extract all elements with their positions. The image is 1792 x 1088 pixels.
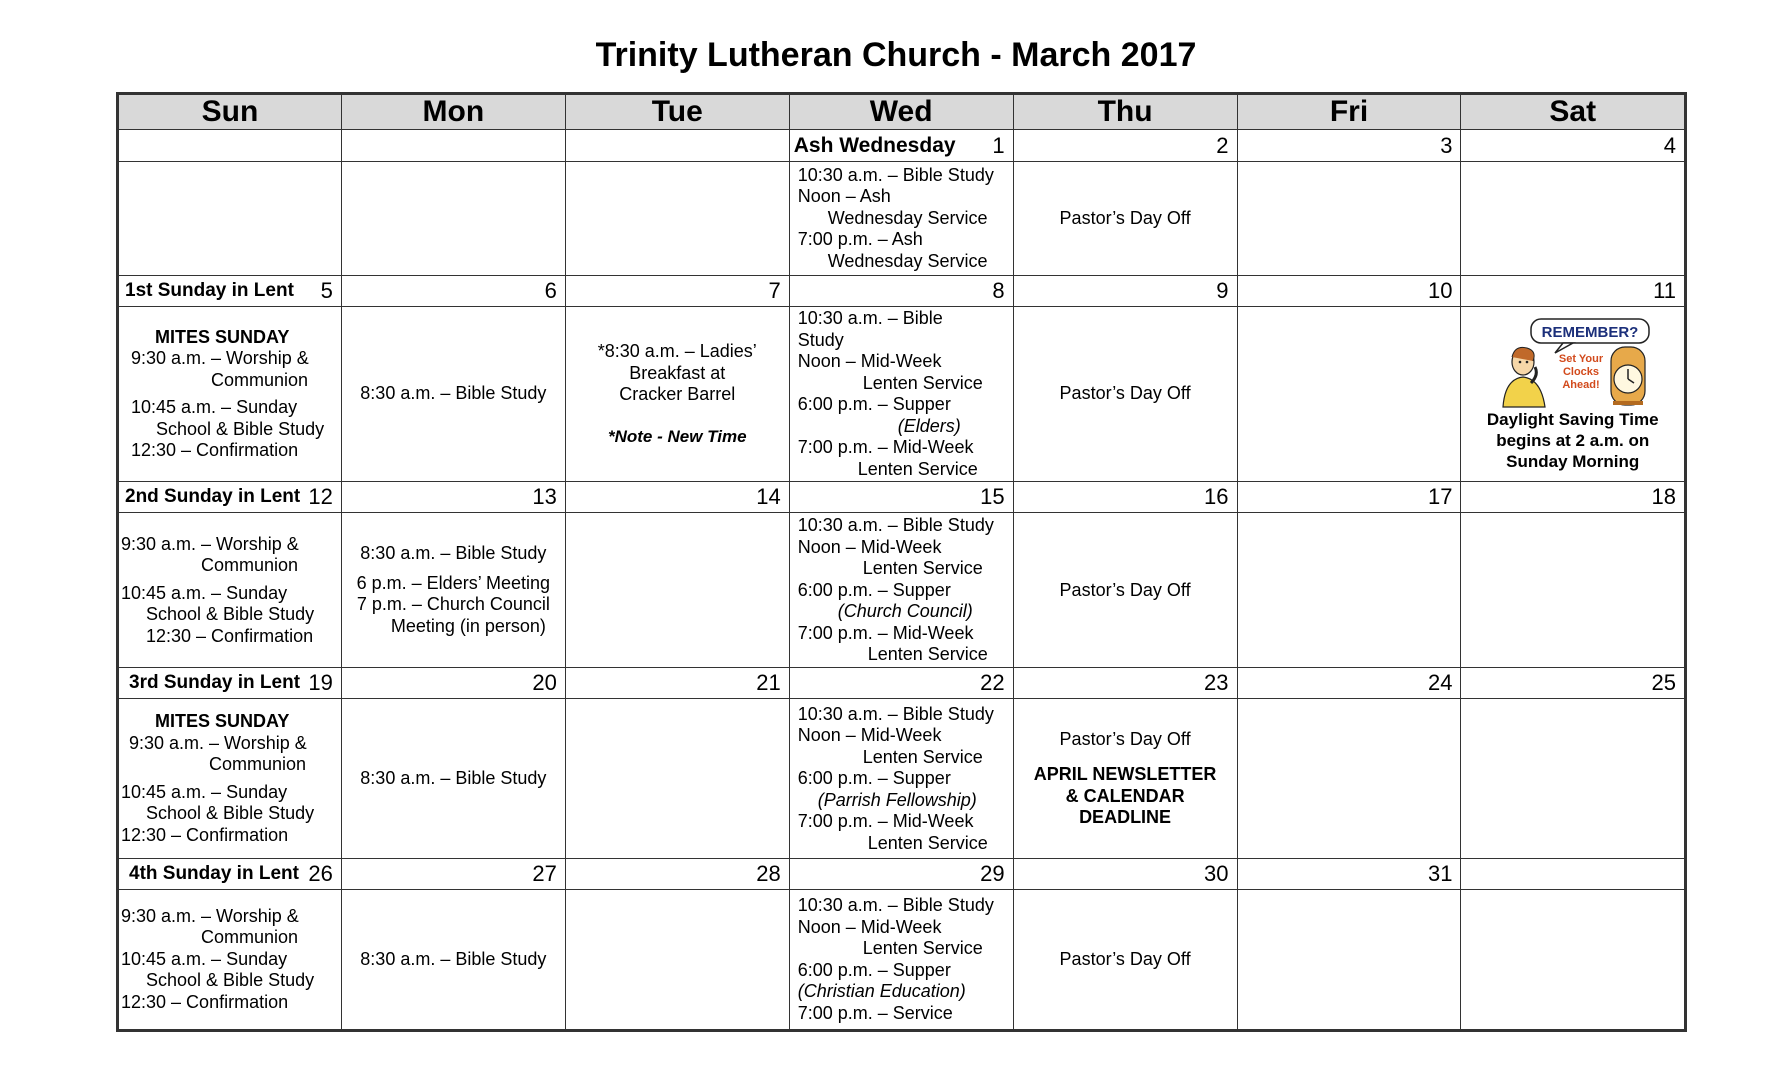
date-cell xyxy=(789,275,1013,306)
events-cell xyxy=(1237,513,1461,668)
events-cell xyxy=(565,161,789,275)
weekday-header: Sun xyxy=(118,94,342,130)
date-cell xyxy=(1461,275,1686,306)
weekday-header: Sat xyxy=(1461,94,1686,130)
day-label: 1st Sunday in Lent xyxy=(125,280,294,302)
day-label: 2nd Sunday in Lent xyxy=(125,486,301,508)
event-line: Noon – Mid-Week xyxy=(797,725,942,745)
events-cell xyxy=(118,161,342,275)
events-cell xyxy=(341,699,565,859)
day-number: 10 xyxy=(1427,278,1453,304)
day-number: 15 xyxy=(980,484,1005,510)
events-cell xyxy=(118,699,342,859)
events-cell xyxy=(789,699,1013,859)
event-line: 10:30 a.m. – Bible Study xyxy=(797,895,994,916)
event-line: 10:30 a.m. – Bible Study xyxy=(797,515,994,535)
event-line: Lenten Service xyxy=(797,644,988,664)
events-cell xyxy=(565,699,789,859)
events-cell xyxy=(789,513,1013,668)
event-line: Wednesday Service xyxy=(797,250,988,271)
day-number: 2 xyxy=(1216,132,1229,158)
events-cell xyxy=(789,890,1013,1031)
event-line: 9:30 a.m. – Worship & xyxy=(129,732,307,753)
date-cell xyxy=(565,859,789,890)
day-number: 9 xyxy=(1216,278,1229,304)
event-line: Lenten Service xyxy=(797,938,983,959)
day-number: 16 xyxy=(1204,484,1229,510)
events-cell xyxy=(1237,161,1461,275)
date-cell xyxy=(118,668,342,699)
events-cell xyxy=(565,513,789,668)
date-row xyxy=(118,859,1686,890)
event-line: Noon – Mid-Week xyxy=(797,916,942,937)
event-line: 6:00 p.m. – Supper xyxy=(797,394,951,415)
day-number: 23 xyxy=(1204,670,1229,696)
event-line: 10:45 a.m. – Sunday xyxy=(121,781,288,802)
event-line: Communion xyxy=(129,754,307,775)
event-line: Pastor’s Day Off xyxy=(1059,728,1191,749)
event-line: 10:45 a.m. – Sunday xyxy=(121,948,288,969)
event-line: Lenten Service xyxy=(797,558,983,578)
weekday-header: Tue xyxy=(565,94,789,130)
day-number: 12 xyxy=(308,484,333,510)
day-number: 18 xyxy=(1651,484,1676,510)
svg-text:Clocks: Clocks xyxy=(1562,365,1599,378)
date-cell xyxy=(341,668,565,699)
date-cell xyxy=(1013,275,1237,306)
mites-sunday-heading: MITES SUNDAY xyxy=(155,326,290,347)
day-number: 24 xyxy=(1427,670,1453,696)
events-cell xyxy=(565,890,789,1031)
date-row xyxy=(118,130,1686,161)
dst-line: begins at 2 a.m. on xyxy=(1496,430,1650,450)
events-cell xyxy=(1461,307,1686,482)
event-line: School & Bible Study xyxy=(121,970,315,991)
day-number: 11 xyxy=(1653,278,1676,304)
date-cell xyxy=(1013,482,1237,513)
calendar-grid xyxy=(116,92,1687,1032)
event-line: 12:30 – Confirmation xyxy=(121,625,314,646)
day-label: 3rd Sunday in Lent xyxy=(129,672,301,694)
day-label: Ash Wednesday xyxy=(793,133,956,157)
date-cell xyxy=(341,859,565,890)
deadline-line: APRIL NEWSLETTER xyxy=(1033,764,1217,785)
weekday-header: Fri xyxy=(1237,94,1461,130)
events-cell xyxy=(1013,513,1237,668)
events-cell xyxy=(565,307,789,482)
date-cell xyxy=(118,130,342,161)
event-line: 10:45 a.m. – Sunday xyxy=(131,397,298,418)
event-line: 10:30 a.m. – Bible Study xyxy=(797,164,994,185)
event-line: Study xyxy=(797,329,844,350)
remember-clipart xyxy=(1461,317,1684,409)
events-cell xyxy=(1461,161,1686,275)
event-line: Lenten Service xyxy=(797,832,988,853)
event-line: 8:30 a.m. – Bible Study xyxy=(360,768,547,788)
set-your-text: Set Your xyxy=(1558,352,1603,365)
day-number: 20 xyxy=(532,670,557,696)
event-line: 6:00 p.m. – Supper xyxy=(797,959,951,980)
event-line: Communion xyxy=(121,927,299,948)
events-cell xyxy=(789,161,1013,275)
date-cell xyxy=(1461,859,1686,890)
event-line: 8:30 a.m. – Bible Study xyxy=(360,948,547,969)
event-line: (Elders) xyxy=(797,415,961,436)
day-number: 30 xyxy=(1204,861,1229,887)
date-cell xyxy=(1013,859,1237,890)
day-number: 19 xyxy=(308,670,333,696)
event-line: (Christian Education) xyxy=(797,981,966,1002)
event-line: 6 p.m. – Elders’ Meeting xyxy=(356,572,551,593)
date-row xyxy=(118,482,1686,513)
event-line: Cracker Barrel xyxy=(619,384,736,405)
svg-text:Ahead!: Ahead! xyxy=(1562,378,1600,391)
event-line: Noon – Mid-Week xyxy=(797,536,942,557)
event-line: 7 p.m. – Church Council xyxy=(356,594,550,615)
event-line: 6:00 p.m. – Supper xyxy=(797,579,951,600)
date-cell xyxy=(118,482,342,513)
day-number: 28 xyxy=(756,861,781,887)
remember-text: REMEMBER? xyxy=(1541,323,1639,341)
date-cell xyxy=(565,275,789,306)
event-line: 7:00 p.m. – Ash xyxy=(797,229,923,250)
event-line: 9:30 a.m. – Worship & xyxy=(131,348,309,369)
event-line: School & Bible Study xyxy=(121,604,315,624)
event-line: 8:30 a.m. – Bible Study xyxy=(360,383,547,404)
date-cell xyxy=(565,482,789,513)
events-cell xyxy=(118,890,342,1031)
events-cell xyxy=(1013,890,1237,1031)
event-line: Communion xyxy=(131,369,309,390)
event-line: 9:30 a.m. – Worship & xyxy=(121,905,299,926)
events-cell xyxy=(118,513,342,668)
event-line: 7:00 p.m. – Service xyxy=(797,1002,953,1023)
events-cell xyxy=(1013,161,1237,275)
date-cell xyxy=(789,482,1013,513)
day-number: 13 xyxy=(532,484,557,510)
date-cell xyxy=(1237,859,1461,890)
day-number: 25 xyxy=(1651,670,1676,696)
event-line: (Church Council) xyxy=(797,601,973,621)
day-number: 27 xyxy=(532,861,557,887)
day-number: 29 xyxy=(980,861,1005,887)
clock-reminder-illustration xyxy=(1493,317,1653,409)
deadline-line: & CALENDAR xyxy=(1065,785,1185,806)
event-line: Lenten Service xyxy=(797,372,983,393)
event-line: 12:30 – Confirmation xyxy=(131,440,299,461)
events-cell xyxy=(1237,890,1461,1031)
event-line: School & Bible Study xyxy=(131,418,325,439)
date-cell xyxy=(1237,130,1461,161)
event-line: Lenten Service xyxy=(797,458,978,479)
calendar-title: Trinity Lutheran Church - March 2017 xyxy=(595,36,1197,74)
day-number: 5 xyxy=(320,278,333,304)
events-row xyxy=(118,307,1686,482)
events-cell xyxy=(1461,699,1686,859)
event-line: Meeting (in person) xyxy=(360,615,546,636)
events-cell xyxy=(789,307,1013,482)
day-number: 31 xyxy=(1427,861,1453,887)
date-cell xyxy=(341,482,565,513)
weekday-header-row xyxy=(118,94,1686,130)
event-list xyxy=(790,165,1013,273)
day-number: 7 xyxy=(768,278,781,304)
day-number: 14 xyxy=(756,484,781,510)
day-number: 17 xyxy=(1427,484,1453,510)
event-line: 12:30 – Confirmation xyxy=(121,991,289,1012)
date-cell xyxy=(118,275,342,306)
date-cell xyxy=(1013,130,1237,161)
date-cell xyxy=(789,859,1013,890)
events-row xyxy=(118,699,1686,859)
weekday-header: Thu xyxy=(1013,94,1237,130)
date-cell xyxy=(789,130,1013,161)
events-cell xyxy=(1013,307,1237,482)
event-line: 10:45 a.m. – Sunday xyxy=(121,582,288,603)
date-cell xyxy=(1461,482,1686,513)
date-cell xyxy=(1237,668,1461,699)
events-cell xyxy=(1461,890,1686,1031)
day-number: 3 xyxy=(1440,132,1453,158)
event-line: Pastor’s Day Off xyxy=(1059,948,1191,969)
date-cell xyxy=(118,859,342,890)
events-cell xyxy=(1237,699,1461,859)
day-number: 26 xyxy=(308,861,333,887)
dst-line: Daylight Saving Time xyxy=(1486,409,1659,429)
event-line: Lenten Service xyxy=(797,746,983,767)
events-row xyxy=(118,161,1686,275)
dst-line: Sunday Morning xyxy=(1506,451,1640,471)
events-cell xyxy=(341,513,565,668)
event-line: 6:00 p.m. – Supper xyxy=(797,768,951,788)
event-line: School & Bible Study xyxy=(121,803,315,824)
day-number: 6 xyxy=(544,278,557,304)
day-number: 8 xyxy=(992,278,1005,304)
event-line: Noon – Mid-Week xyxy=(797,351,942,372)
date-cell xyxy=(789,668,1013,699)
events-cell xyxy=(1461,513,1686,668)
date-cell xyxy=(1461,668,1686,699)
weekday-header: Wed xyxy=(789,94,1013,130)
event-line: 10:30 a.m. – Bible Study xyxy=(797,703,994,724)
event-line: Breakfast at xyxy=(629,362,726,383)
event-line: *8:30 a.m. – Ladies’ xyxy=(597,341,757,362)
events-cell xyxy=(341,890,565,1031)
date-row xyxy=(118,275,1686,306)
date-cell xyxy=(1013,668,1237,699)
event-line: 12:30 – Confirmation xyxy=(121,824,289,845)
date-cell xyxy=(1461,130,1686,161)
day-number: 22 xyxy=(980,670,1005,696)
event-line: 7:00 p.m. – Mid-Week xyxy=(797,437,974,458)
date-cell xyxy=(565,130,789,161)
day-number: 4 xyxy=(1663,132,1676,158)
deadline-line: DEADLINE xyxy=(1079,807,1172,828)
day-label: 4th Sunday in Lent xyxy=(129,863,299,885)
mites-sunday-heading: MITES SUNDAY xyxy=(155,711,290,732)
event-line: Pastor’s Day Off xyxy=(1059,383,1191,404)
date-cell xyxy=(1237,482,1461,513)
date-cell xyxy=(341,130,565,161)
date-cell xyxy=(341,275,565,306)
event-line: 7:00 p.m. – Mid-Week xyxy=(797,811,974,831)
events-cell xyxy=(341,161,565,275)
weekday-header: Mon xyxy=(341,94,565,130)
events-row xyxy=(118,513,1686,668)
event-line: 10:30 a.m. – Bible xyxy=(797,308,943,329)
event-line: Noon – Ash xyxy=(797,186,891,207)
date-cell xyxy=(1237,275,1461,306)
events-cell xyxy=(1013,699,1237,859)
event-note: *Note - New Time xyxy=(607,426,747,446)
date-row xyxy=(118,668,1686,699)
events-cell xyxy=(341,307,565,482)
event-line: 7:00 p.m. – Mid-Week xyxy=(797,622,974,643)
events-cell xyxy=(118,307,342,482)
event-line: Pastor’s Day Off xyxy=(1059,207,1191,228)
events-row xyxy=(118,890,1686,1031)
event-line: 9:30 a.m. – Worship & xyxy=(121,533,299,554)
event-line: 8:30 a.m. – Bible Study xyxy=(360,543,547,564)
date-cell xyxy=(565,668,789,699)
day-number: 21 xyxy=(756,670,781,696)
event-line: Pastor’s Day Off xyxy=(1059,579,1191,600)
event-line: Communion xyxy=(121,555,299,575)
day-number: 1 xyxy=(992,132,1005,158)
events-cell xyxy=(1237,307,1461,482)
event-line: (Parrish Fellowship) xyxy=(797,789,977,810)
event-line: Wednesday Service xyxy=(797,207,988,228)
